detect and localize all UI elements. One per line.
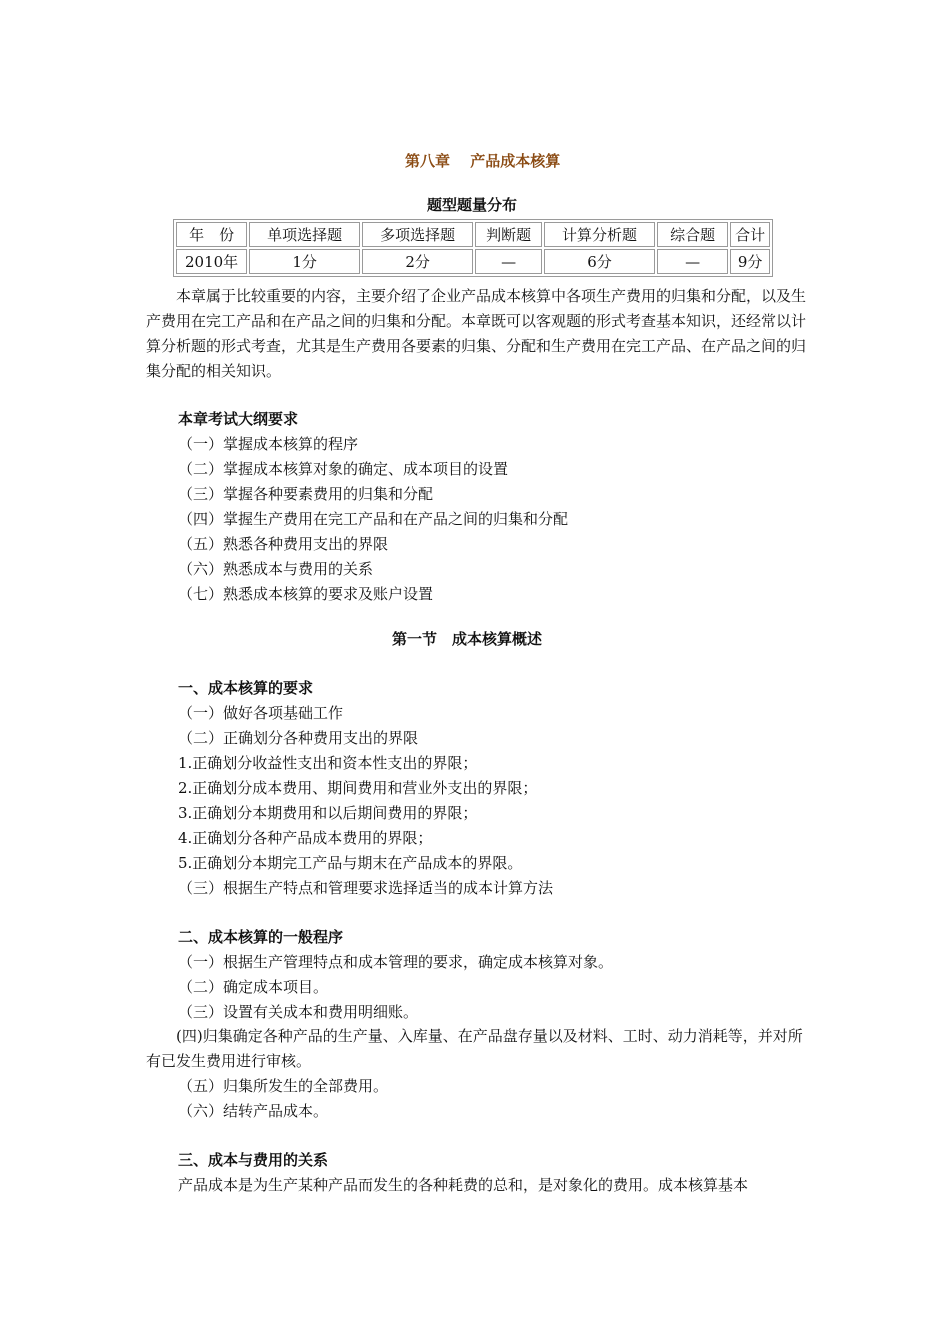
part3-heading: 三、成本与费用的关系	[178, 1151, 329, 1169]
list-item: （五）熟悉各种费用支出的界限	[178, 535, 389, 553]
table-cell: 2分	[362, 249, 473, 274]
list-item-text: (四)归集确定各种产品的生产量、入库量、在产品盘存量以及材料、工时、动力消耗等，并对所有已发生费用进行审核。	[146, 1027, 803, 1070]
part2-heading: 二、成本核算的一般程序	[178, 928, 344, 946]
header-cell: 单项选择题	[249, 222, 360, 247]
intro-paragraph	[146, 284, 812, 384]
table-title: 题型题量分布	[427, 196, 518, 214]
list-item: （三）根据生产特点和管理要求选择适当的成本计算方法	[178, 879, 554, 897]
list-item: 2.正确划分成本费用、期间费用和营业外支出的界限；	[178, 779, 538, 797]
list-item: （六）熟悉成本与费用的关系	[178, 560, 374, 578]
section-title: 第一节 成本核算概述	[392, 630, 543, 648]
header-cell: 计算分析题	[544, 222, 655, 247]
list-item: （二）掌握成本核算对象的确定、成本项目的设置	[178, 460, 509, 478]
list-item: 1.正确划分收益性支出和资本性支出的界限；	[178, 754, 478, 772]
chapter-title: 第八章 产品成本核算	[405, 152, 561, 170]
list-item: （二）正确划分各种费用支出的界限	[178, 729, 419, 747]
list-item: （一）做好各项基础工作	[178, 704, 344, 722]
list-item: （一）根据生产管理特点和成本管理的要求，确定成本核算对象。	[178, 953, 614, 971]
list-item: 5.正确划分本期完工产品与期末在产品成本的界限。	[178, 854, 523, 872]
list-item: 3.正确划分本期费用和以后期间费用的界限；	[178, 804, 478, 822]
table-row	[176, 249, 770, 274]
list-item: （七）熟悉成本核算的要求及账户设置	[178, 585, 434, 603]
list-item: （五）归集所发生的全部费用。	[178, 1077, 389, 1095]
header-cell: 多项选择题	[362, 222, 473, 247]
list-item: （四）掌握生产费用在完工产品和在产品之间的归集和分配	[178, 510, 569, 528]
table-cell: —	[657, 249, 728, 274]
table-cell: 2010年	[176, 249, 247, 274]
list-item: （三）设置有关成本和费用明细账。	[178, 1003, 419, 1021]
body-text: 产品成本是为生产某种产品而发生的各种耗费的总和，是对象化的费用。成本核算基本	[178, 1176, 749, 1194]
list-item: （二）确定成本项目。	[178, 978, 329, 996]
list-item: 4.正确划分各种产品成本费用的界限；	[178, 829, 433, 847]
list-item: （三）掌握各种要素费用的归集和分配	[178, 485, 434, 503]
header-cell: 综合题	[657, 222, 728, 247]
table-header-row	[176, 222, 770, 247]
syllabus-heading: 本章考试大纲要求	[178, 410, 299, 428]
list-item: （六）结转产品成本。	[178, 1102, 329, 1120]
header-cell: 判断题	[475, 222, 542, 247]
part1-heading: 一、成本核算的要求	[178, 679, 314, 697]
table-cell: 6分	[544, 249, 655, 274]
header-cell: 年 份	[176, 222, 247, 247]
table-cell: 1分	[249, 249, 360, 274]
intro-text: 本章属于比较重要的内容，主要介绍了企业产品成本核算中各项生产费用的归集和分配，以及生产费用在完工产品和在产品之间的归集和分配。本章既可以客观题的形式考查基本知识，还经常以计算分析题的形式考查，尤其是生产费用各要素的归集、分配和生产费用在完工产品、在产品之间的归集分配的相关知识。	[146, 287, 807, 380]
list-item	[146, 1024, 812, 1074]
table-cell: —	[475, 249, 542, 274]
table-cell: 9分	[730, 249, 770, 274]
list-item: （一）掌握成本核算的程序	[178, 435, 359, 453]
question-distribution-table	[173, 219, 773, 277]
header-cell: 合计	[730, 222, 770, 247]
